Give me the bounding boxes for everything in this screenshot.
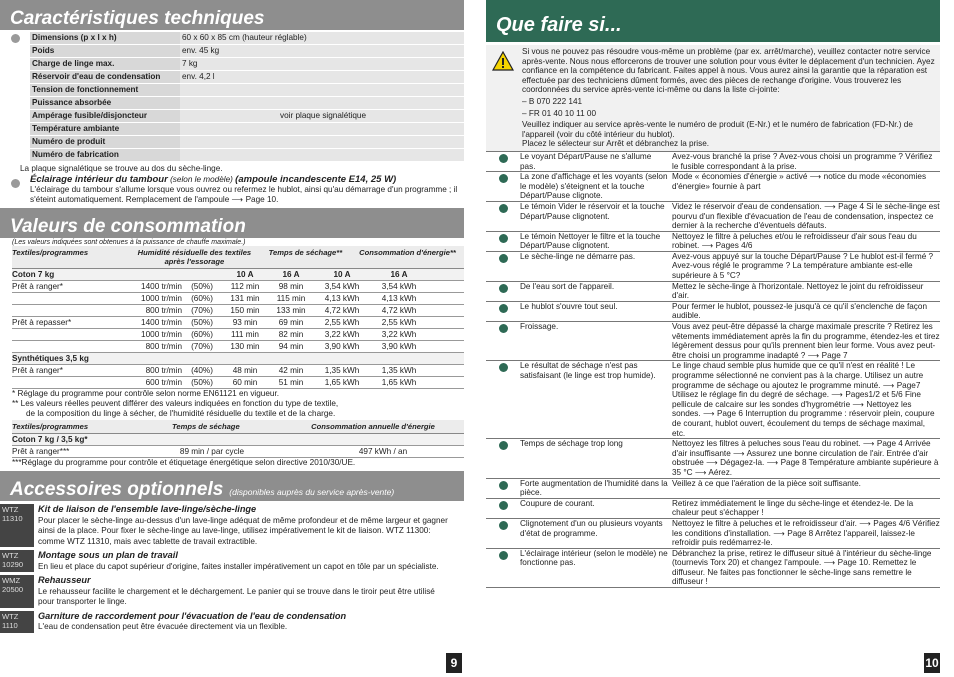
contact-fr: – FR 01 40 10 11 00	[522, 108, 597, 118]
table-row	[12, 434, 464, 446]
bullet-icon	[499, 501, 508, 510]
col-header: Temps de séchage	[172, 422, 240, 431]
accessory-item	[0, 575, 466, 608]
bullet-cell	[486, 152, 520, 171]
accessory-code: WMZ 20500	[0, 575, 34, 608]
bullet-icon	[499, 254, 508, 263]
cell: 4,13 kWh	[381, 294, 417, 303]
group-label: Synthétiques 3,5 kg	[12, 354, 89, 363]
bullet-icon	[499, 234, 508, 243]
group-label: Coton 7 kg / 3,5 kg*	[12, 435, 88, 444]
cell: 112 min	[230, 282, 260, 291]
bullet-cell	[486, 232, 520, 251]
bullet-cell	[486, 361, 520, 438]
accessory-code: WTZ 1110	[0, 611, 34, 633]
cell: 800 tr/min	[145, 306, 182, 315]
cell: 1,65 kWh	[381, 378, 417, 387]
cell: 60 min	[232, 378, 258, 387]
col-header: Consommation annuelle d'énergie	[311, 422, 435, 431]
cell: 1400 tr/min	[141, 318, 182, 327]
trouble-row	[486, 282, 940, 302]
solution-text: Vous avez peut-être dépassé la charge maximale prescrite ? Retirez les vêtements immédiatement après la fin du programme, étendez-les et tirez légèrement dessus pour qu'ils prennent bien leur forme. Vous avez peut-être choisi un programme inadapté ? ⟶ Page 7	[672, 322, 940, 360]
col-header: Consommation d'énergie**	[359, 248, 456, 257]
tech-label: Dimensions (p x l x h)	[30, 32, 180, 44]
cell: 98 min	[278, 282, 304, 291]
cell: (60%)	[191, 330, 213, 339]
table-row	[12, 293, 464, 305]
cell: 1000 tr/min	[141, 294, 182, 303]
accessory-body	[34, 504, 466, 547]
solution-text: Le linge chaud semble plus humide que ce qu'il n'est en réalité ! Le programme sélectionné ne convient pas à la charge. Utilisez un autre programme de séchage ou ajoutez le programme minuté. ⟶ Page7 Utilisez le réglage fin du degré de séchage. ⟶ Pages1/2 et 5/6 Fine pellicule de calcaire sur les sondes d'hygrométrie ⟶ Nettoyez les sondes. ⟶ Page 6 Interruption du programme : réservoir plein, coupure de courant, hublot ouvert, écoulement du temps de séchage maximal, etc.	[672, 361, 935, 438]
sub-header: 16 A	[282, 270, 300, 279]
cell: 69 min	[278, 318, 304, 327]
solution-text: Retirez immédiatement le linge du sèche-linge et étendez-le. De la chaleur peut s'échapper !	[672, 498, 914, 518]
page-gutter	[466, 0, 486, 677]
cell: 94 min	[278, 342, 304, 351]
table-row	[12, 446, 464, 458]
cell	[12, 341, 130, 352]
bullet-icon	[499, 324, 508, 333]
table-row	[12, 305, 464, 317]
cell: 497 kWh / an	[358, 447, 408, 456]
cell	[12, 293, 130, 304]
bullet-cell	[486, 439, 520, 477]
bullet-cell	[486, 519, 520, 548]
bullet-icon	[499, 441, 508, 450]
solution-text: Mode « économies d'énergie » activé ⟶ notice du mode «économies d'énergie» fournie à part	[672, 172, 927, 191]
bullet-icon	[11, 179, 20, 188]
problem-text: L'éclairage intérieur (selon le modèle) ne fonctionne pas.	[520, 548, 668, 568]
cell	[12, 377, 130, 388]
bullet-icon	[499, 204, 508, 213]
problem-text: Le témoin Nettoyer le filtre et la touche Départ/Pause clignotent.	[520, 231, 661, 251]
solution-text: Nettoyez le filtre à peluches et/ou le refroidisseur d'air sous l'eau du robinet. ⟶ Pages 4/6	[672, 231, 917, 251]
tech-value	[180, 97, 464, 109]
cell: (70%)	[191, 342, 213, 351]
cell: 115 min	[276, 294, 306, 303]
footnote: ** Les valeurs réelles peuvent différer des valeurs indiquées en fonction du type de textile,	[12, 399, 339, 408]
trouble-row	[486, 232, 940, 252]
bullet-icon	[499, 174, 508, 183]
cell: 4,72 kWh	[381, 306, 417, 315]
solution-text: Pour fermer le hublot, poussez-le jusqu'à ce qu'il s'enclenche de façon audible.	[672, 301, 928, 321]
acc-section-header	[0, 471, 464, 501]
cell: 131 min	[230, 294, 260, 303]
cell: 150 min	[230, 306, 260, 315]
tech-row	[30, 149, 464, 162]
table-row	[12, 353, 464, 365]
lamp-title: Éclairage intérieur du tambour	[30, 174, 168, 185]
cell: (40%)	[191, 366, 213, 375]
table-row	[12, 317, 464, 329]
trouble-row	[486, 152, 940, 172]
accessory-text: Pour placer le sèche-linge au-dessus d'un lave-linge adéquat de même profondeur et de même largeur et gagner ainsi de la place. Pour fixer le sèche-linge au lave-linge, utilisez impérativement le kit de liaison. WTZ 11300: comme WTZ 11310, mais avec tablette de travail extractible.	[38, 515, 448, 546]
bullet-icon	[499, 304, 508, 313]
footnote: * Réglage du programme pour contrôle selon norme EN61121 en vigueur.	[12, 389, 280, 398]
bullet-cell	[486, 302, 520, 321]
cell: 89 min / par cycle	[179, 447, 245, 456]
accessory-text: En lieu et place du capot supérieur d'origine, faites installer impérativement un capot en tôle par un spécialiste.	[38, 561, 439, 571]
tech-row	[30, 32, 464, 45]
problem-text: Le hublot s'ouvre tout seul.	[520, 301, 618, 311]
table-row	[12, 269, 464, 281]
bullet-cell	[486, 202, 520, 231]
lamp-bulb: (ampoule incandescente E14, 25 W)	[235, 174, 397, 185]
intro-text-2: Veuillez indiquer au service après-vente le numéro de produit (E-Nr.) et le numéro de fabrication (FD-Nr.) de l'appareil (voir du côté intérieur du hublot).	[522, 120, 913, 139]
bullet-cell	[486, 282, 520, 301]
lamp-text: L'éclairage du tambour s'allume lorsque vous ouvrez ou refermez le hublot, ainsi qu'au démarrage d'un programme ; il s'éteint automatiquement. Remplacement de l'ampoule ⟶ Page 10.	[30, 185, 458, 204]
col-header: Humidité résiduelle des textiles après l'essorage	[137, 248, 252, 266]
conso-section-header	[0, 208, 464, 238]
left-page	[0, 0, 466, 677]
tech-label: Charge de linge max.	[30, 58, 180, 70]
cell: 51 min	[278, 378, 304, 387]
contact-be: – B 070 222 141	[522, 96, 583, 106]
tech-value	[180, 123, 464, 135]
cell: 3,22 kWh	[381, 330, 417, 339]
lamp-section	[0, 175, 466, 205]
solution-text: Mettez le sèche-linge à l'horizontale. Nettoyez le joint du refroidisseur d'air.	[672, 281, 924, 301]
conso-title: Valeurs de consommation	[10, 216, 246, 237]
col-header: Temps de séchage**	[268, 248, 343, 257]
tech-row	[30, 84, 464, 97]
problem-text: Le voyant Départ/Pause ne s'allume pas.	[520, 151, 652, 171]
bullet-icon	[499, 154, 508, 163]
cell: 800 tr/min	[145, 342, 182, 351]
accessory-title: Montage sous un plan de travail	[38, 550, 178, 560]
trouble-row	[486, 361, 940, 439]
trouble-row	[486, 479, 940, 499]
accessory-body	[34, 611, 466, 633]
cell: 3,54 kWh	[324, 282, 360, 291]
cell: 1000 tr/min	[141, 330, 182, 339]
bullet-icon	[499, 521, 508, 530]
tech-label: Température ambiante	[30, 123, 180, 135]
tech-value: env. 45 kg	[180, 45, 464, 57]
problem-text: Le résultat de séchage n'est pas satisfaisant (le linge est trop humide).	[520, 361, 656, 380]
plate-text: La plaque signalétique se trouve au dos du sèche-linge.	[20, 164, 223, 173]
bullet-cell	[486, 479, 520, 498]
cell: 600 tr/min	[145, 378, 182, 387]
accessory-item	[0, 550, 466, 572]
accessory-code: WTZ 11310	[0, 504, 34, 547]
bullet-icon	[499, 481, 508, 490]
bullet-cell	[486, 549, 520, 587]
bullet-icon	[499, 363, 508, 372]
cell: 130 min	[230, 342, 260, 351]
cell: Prêt à ranger***	[12, 447, 70, 456]
problem-text: Clignotement d'un ou plusieurs voyants d'état de programme.	[520, 518, 663, 538]
lamp-model: (selon le modèle)	[170, 175, 233, 184]
cell: 2,55 kWh	[324, 318, 360, 327]
problem-text: Le témoin Vider le réservoir et la touche Départ/Pause clignotent.	[520, 201, 665, 221]
accessory-text: Le rehausseur facilite le chargement et le déchargement. Le panier qui se trouve dans le tiroir peut être utilisé pour transporter le linge.	[38, 586, 435, 606]
cell: 1,35 kWh	[324, 366, 360, 375]
tech-specs	[0, 32, 466, 162]
intro-block	[486, 45, 940, 152]
tech-table	[30, 32, 464, 162]
trouble-row	[486, 499, 940, 519]
tech-label: Ampérage fusible/disjoncteur	[30, 110, 180, 122]
trouble-row	[486, 252, 940, 282]
tech-label: Tension de fonctionnement	[30, 84, 180, 96]
tech-value	[180, 136, 464, 148]
cell: 133 min	[276, 306, 306, 315]
table-header	[12, 420, 464, 434]
cell: 82 min	[278, 330, 304, 339]
table-header	[12, 246, 464, 269]
right-page	[486, 0, 954, 677]
intro-text-3: Placez le sélecteur sur Arrêt et débranchez la prise.	[522, 139, 710, 149]
cell: 1,35 kWh	[381, 366, 417, 375]
cell: (50%)	[191, 378, 213, 387]
sub-header: 10 A	[333, 270, 351, 279]
cell: Prêt à ranger*	[12, 366, 63, 375]
cell: 2,55 kWh	[381, 318, 417, 327]
bullet-icon	[499, 551, 508, 560]
trouble-row	[486, 549, 940, 588]
accessory-item	[0, 504, 466, 547]
accessory-text: L'eau de condensation peut être évacuée directement via un flexible.	[38, 622, 288, 631]
problem-text: De l'eau sort de l'appareil.	[520, 281, 615, 291]
solution-text: Veillez à ce que l'aération de la pièce soit suffisante.	[672, 478, 861, 488]
tech-value: voir plaque signalétique	[180, 110, 464, 122]
tech-label: Puissance absorbée	[30, 97, 180, 109]
cell: (50%)	[191, 282, 213, 291]
cell: Prêt à repasser*	[12, 318, 72, 327]
solution-text: Avez-vous branché la prise ? Avez-vous choisi un programme ? Vérifiez le fusible correspondant à la prise.	[672, 151, 933, 171]
cell: 93 min	[232, 318, 258, 327]
table-row	[12, 365, 464, 377]
cell: (60%)	[191, 294, 213, 303]
tech-label: Numéro de produit	[30, 136, 180, 148]
trouble-row	[486, 322, 940, 361]
annual-table	[12, 420, 464, 458]
solution-text: Videz le réservoir d'eau de condensation. ⟶ Page 4 Si le sèche-linge est pourvu d'un flexible d'évacuation de l'eau de condensation, inspectez ce dernier à la recherche d'éventuels défauts.	[672, 201, 940, 231]
warning-icon	[492, 51, 514, 71]
tech-row	[30, 58, 464, 71]
cell: 42 min	[278, 366, 304, 375]
trouble-row	[486, 202, 940, 232]
cell: 800 tr/min	[145, 366, 182, 375]
problem-text: Coupure de courant.	[520, 498, 595, 508]
tech-row	[30, 123, 464, 136]
tech-row	[30, 136, 464, 149]
conso-table	[12, 246, 464, 389]
cell	[12, 305, 130, 316]
cell: 3,90 kWh	[324, 342, 360, 351]
acc-subtitle: (disponibles auprès du service après-vente)	[229, 487, 395, 497]
solution-text: Nettoyez le filtre à peluches et le refroidisseur d'air. ⟶ Pages 4/6 Vérifiez les conditions d'installation. ⟶ Page 8 Arrêtez l'appareil, laissez-le refroidir puis redémarrez-le.	[672, 518, 940, 548]
solution-text: Débranchez la prise, retirez le diffuseur situé à l'intérieur du sèche-linge (tournevis Torx 20) et changez l'ampoule. ⟶ Page 10. Remettez le diffuseur. Ne faites pas fonctionner le sèche-linge sans remettre le diffuseur !	[672, 548, 932, 587]
table-row	[12, 329, 464, 341]
bullet-icon	[11, 34, 20, 43]
cell: 3,90 kWh	[381, 342, 417, 351]
accessory-title: Garniture de raccordement pour l'évacuation de l'eau de condensation	[38, 610, 347, 621]
bullet-cell	[486, 322, 520, 360]
page-number: 9	[446, 653, 462, 673]
tech-row	[30, 45, 464, 58]
problem-text: Forte augmentation de l'humidité dans la pièce.	[520, 478, 668, 498]
col-header: Textiles/programmes	[12, 422, 89, 431]
cell: Prêt à ranger*	[12, 282, 63, 291]
footnote: ***Réglage du programme pour contrôle et étiquetage énergétique selon directive 2010/30/UE.	[12, 458, 356, 467]
trouble-row	[486, 439, 940, 478]
solution-text: Avez-vous appuyé sur la touche Départ/Pause ? Le hublot est-il fermé ? Avez-vous réglé le programme ? La température ambiante est-elle supérieure à 5 °C?	[672, 251, 934, 281]
cell	[12, 329, 130, 340]
problem-text: La zone d'affichage et les voyants (selon le modèle) s'éteignent et la touche Départ/Pause clignote.	[520, 172, 668, 201]
accessory-title: Kit de liaison de l'ensemble lave-linge/sèche-linge	[38, 504, 257, 514]
tech-label: Numéro de fabrication	[30, 149, 180, 161]
trouble-row	[486, 519, 940, 549]
intro-text: Si vous ne pouvez pas résoudre vous-même un problème (par ex. arrêt/marche), veuillez contacter notre service après-vente. Nous nous efforcerons de trouver une solution pour vous éviter le déplacement d'un technicien. Ayez confiance en la compétence du fabricant. Faites appel à nous. Vous aurez ainsi la garantie que la réparation est effectuée par des techniciens dûment formés, avec des pièces de rechange d'origine. Vous trouverez les coordonnées du service après-vente ici-même ou dans la liste ci-jointe:	[522, 47, 935, 95]
col-header: Textiles/programmes	[12, 248, 89, 257]
page-number: 10	[924, 653, 940, 673]
cell: 4,72 kWh	[324, 306, 360, 315]
table-row	[12, 377, 464, 389]
bullet-cell	[486, 252, 520, 281]
cell: (70%)	[191, 306, 213, 315]
accessory-body	[34, 550, 466, 572]
tech-row	[30, 97, 464, 110]
trouble-list	[486, 152, 954, 588]
tech-value	[180, 149, 464, 161]
cell: 3,22 kWh	[324, 330, 360, 339]
cell: 4,13 kWh	[324, 294, 360, 303]
problem-text: Froissage.	[520, 322, 559, 332]
accessory-code: WTZ 10290	[0, 550, 34, 572]
tech-section-header	[0, 0, 464, 30]
sub-header: 10 A	[236, 270, 254, 279]
cell: (50%)	[191, 318, 213, 327]
trouble-row	[486, 172, 940, 202]
table-row	[12, 341, 464, 353]
tech-label: Réservoir d'eau de condensation	[30, 71, 180, 83]
bullet-icon	[499, 284, 508, 293]
conso-note: (Les valeurs indiquées sont obtenues à la puissance de chauffe maximale.)	[12, 239, 246, 246]
bullet-cell	[486, 499, 520, 518]
tech-label: Poids	[30, 45, 180, 57]
acc-title: Accessoires optionnels	[10, 479, 224, 500]
solution-text: Nettoyez les filtres à peluches sous l'eau du robinet. ⟶ Page 4 Arrivée d'air insuffisante ⟶ Assurez une bonne circulation de l'air. Entrée d'air obstruée ⟶ Dégagez-la. ⟶ Page 8 Température ambiante supérieure à 35 °C ⟶ Aérez.	[672, 439, 939, 477]
sub-header: 16 A	[390, 270, 408, 279]
cell: 3,54 kWh	[381, 282, 417, 291]
tech-title: Caractéristiques techniques	[10, 8, 265, 29]
tech-value	[180, 84, 464, 96]
table-row	[12, 281, 464, 293]
trouble-row	[486, 302, 940, 322]
accessory-item	[0, 611, 466, 633]
troubleshoot-header	[486, 0, 940, 42]
tech-row	[30, 71, 464, 84]
cell: 48 min	[232, 366, 258, 375]
group-label: Coton 7 kg	[12, 270, 55, 279]
accessory-list	[0, 504, 466, 633]
accessory-title: Rehausseur	[38, 575, 91, 585]
problem-text: Le sèche-linge ne démarre pas.	[520, 251, 636, 261]
tech-value: 60 x 60 x 85 cm (hauteur réglable)	[180, 32, 464, 44]
cell: 111 min	[231, 330, 259, 339]
accessory-body	[34, 575, 466, 608]
cell: 1400 tr/min	[141, 282, 182, 291]
tech-row	[30, 110, 464, 123]
problem-text: Temps de séchage trop long	[520, 439, 623, 449]
cell: 1,65 kWh	[324, 378, 360, 387]
bullet-cell	[486, 172, 520, 201]
troubleshoot-title: Que faire si...	[496, 14, 622, 36]
tech-value: 7 kg	[180, 58, 464, 70]
footnote: de la composition du linge à sécher, de l'humidité résiduelle du textile et de la charge.	[26, 409, 336, 418]
tech-value: env. 4,2 l	[180, 71, 464, 83]
